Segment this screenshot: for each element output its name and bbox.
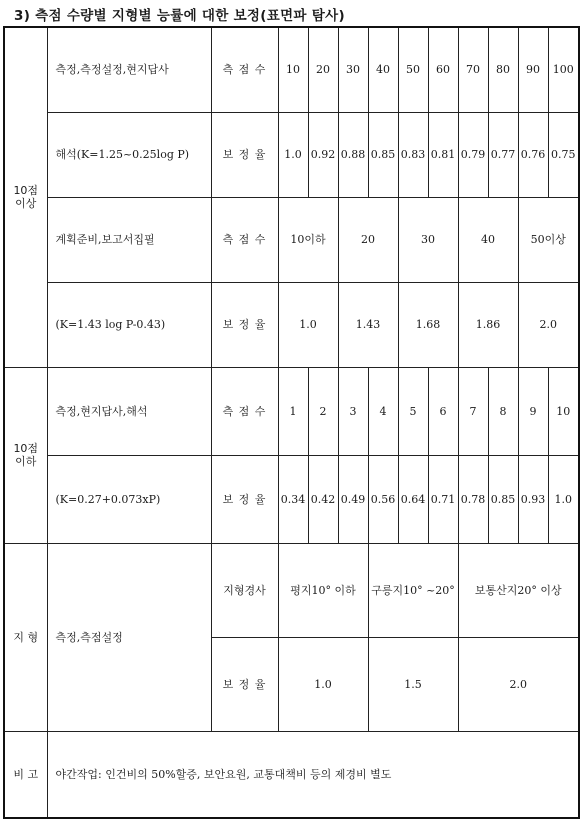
value-cell: 100 — [548, 27, 579, 112]
terrain-hill: 구릉지10° ~20° — [368, 544, 458, 638]
section-under10-text: 10점 이하 — [13, 442, 39, 469]
work-cell: 측정,측정설정,현지답사 — [47, 27, 211, 112]
row-label: 측 점 수 — [211, 27, 278, 112]
value-cell: 0.88 — [338, 112, 368, 197]
section-label-remark: 비 고 — [4, 732, 47, 818]
value-cell: 1.0 — [278, 282, 338, 367]
value-cell: 0.34 — [278, 455, 308, 543]
value-cell: 70 — [458, 27, 488, 112]
row-label: 측 점 수 — [211, 197, 278, 282]
value-cell: 1.68 — [398, 282, 458, 367]
table-row — [4, 367, 579, 455]
table-row — [4, 455, 579, 543]
value-cell: 10 — [278, 27, 308, 112]
table-row — [4, 282, 579, 367]
work-cell: 측정,현지답사,해석 — [47, 367, 211, 455]
correction-table — [3, 26, 580, 819]
value-cell: 0.92 — [308, 112, 338, 197]
table-row — [4, 27, 579, 112]
value-cell: 1 — [278, 367, 308, 455]
value-cell: 3 — [338, 367, 368, 455]
row-label: 보 정 율 — [211, 112, 278, 197]
row-label: 보 정 율 — [211, 282, 278, 367]
work-cell: 계획준비,보고서집필 — [47, 197, 211, 282]
value-cell: 0.75 — [548, 112, 579, 197]
value-cell: 60 — [428, 27, 458, 112]
value-cell: 1.86 — [458, 282, 518, 367]
value-cell: 30 — [338, 27, 368, 112]
section-label-over10 — [4, 27, 47, 367]
value-cell: 90 — [518, 27, 548, 112]
value-cell: 50이상 — [518, 197, 579, 282]
row-label: 측 점 수 — [211, 367, 278, 455]
value-cell: 0.93 — [518, 455, 548, 543]
value-cell: 2 — [308, 367, 338, 455]
value-cell: 1.0 — [278, 638, 368, 732]
value-cell: 1.5 — [368, 638, 458, 732]
value-cell: 9 — [518, 367, 548, 455]
value-cell: 50 — [398, 27, 428, 112]
value-cell: 30 — [398, 197, 458, 282]
value-cell: 2.0 — [518, 282, 579, 367]
table-row — [4, 732, 579, 818]
work-cell: 측정,측점설정 — [47, 544, 211, 732]
value-cell: 2.0 — [458, 638, 579, 732]
value-cell: 8 — [488, 367, 518, 455]
value-cell: 0.56 — [368, 455, 398, 543]
table-row — [4, 197, 579, 282]
remark-note: 야간작업: 인건비의 50%할증, 보안요원, 교통대책비 등의 제경비 별도 — [47, 732, 579, 818]
value-cell: 1.43 — [338, 282, 398, 367]
value-cell: 0.42 — [308, 455, 338, 543]
work-cell: 해석(K=1.25~0.25log P) — [47, 112, 211, 197]
value-cell: 0.78 — [458, 455, 488, 543]
value-cell: 40 — [458, 197, 518, 282]
value-cell: 0.79 — [458, 112, 488, 197]
table-row — [4, 112, 579, 197]
value-cell: 40 — [368, 27, 398, 112]
value-cell: 0.85 — [368, 112, 398, 197]
value-cell: 80 — [488, 27, 518, 112]
value-cell: 10 — [548, 367, 579, 455]
value-cell: 7 — [458, 367, 488, 455]
value-cell: 0.49 — [338, 455, 368, 543]
value-cell: 20 — [308, 27, 338, 112]
section-over10-text: 10점 이상 — [13, 184, 39, 211]
table-row — [4, 544, 579, 638]
terrain-mountain: 보통산지20° 이상 — [458, 544, 579, 638]
value-cell: 6 — [428, 367, 458, 455]
value-cell: 4 — [368, 367, 398, 455]
value-cell: 1.0 — [548, 455, 579, 543]
value-cell: 0.76 — [518, 112, 548, 197]
value-cell: 10이하 — [278, 197, 338, 282]
value-cell: 1.0 — [278, 112, 308, 197]
value-cell: 0.64 — [398, 455, 428, 543]
section-title: 3) 측점 수량별 지형별 능률에 대한 보정(표면파 탐사) — [14, 8, 345, 24]
value-cell: 0.83 — [398, 112, 428, 197]
work-cell: (K=1.43 log P-0.43) — [47, 282, 211, 367]
value-cell: 20 — [338, 197, 398, 282]
value-cell: 0.85 — [488, 455, 518, 543]
terrain-flat: 평지10° 이하 — [278, 544, 368, 638]
row-label: 보 정 율 — [211, 455, 278, 543]
value-cell: 5 — [398, 367, 428, 455]
section-label-terrain: 지 형 — [4, 544, 47, 732]
value-cell: 0.81 — [428, 112, 458, 197]
section-label-under10 — [4, 367, 47, 543]
work-cell: (K=0.27+0.073xP) — [47, 455, 211, 543]
row-label: 보 정 율 — [211, 638, 278, 732]
value-cell: 0.71 — [428, 455, 458, 543]
value-cell: 0.77 — [488, 112, 518, 197]
row-label: 지형경사 — [211, 544, 278, 638]
